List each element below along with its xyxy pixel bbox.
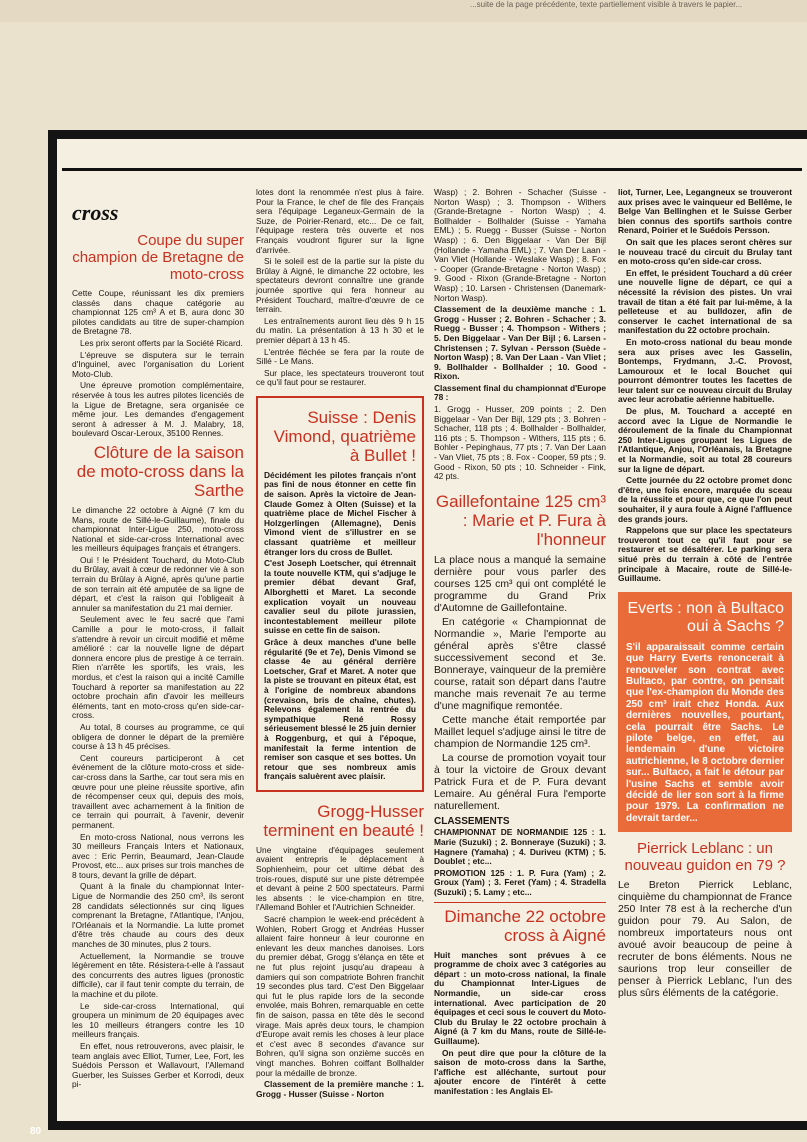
paragraph: Grâce à deux manches d'une belle régularité (9e et 7e), Denis Vimond se classe 4e au général derrière Loetscher, Graf et Maret. A noter que la piste se trouvant en piteux état, est à l'origine de nombreux abandons (crevaison, bris de chaîne, chutes). Relevons également la rentrée du sympathique René Rossy sérieusement blessé le 25 juin dernier à Roggenburg, et qui à l'époque, manifestait la ferme intention de remiser son casque et ses bottes. Un retour que ses nombreux amis français saluèrent avec plaisir. <box>264 636 416 782</box>
headline-coupe-bretagne: Coupe du super champion de Bretagne de moto-cross <box>72 232 244 283</box>
paragraph: Cette Coupe, réunissant les dix premiers classés dans chaque catégorie au championnat 125 cm³ A et B, aura donc 30 pilotes candidats au titre de super-champion de Bretagne 78. <box>72 288 244 337</box>
column-2 <box>256 188 424 1101</box>
aigne-continuation <box>618 188 792 584</box>
paragraph: Classement de la deuxième manche : 1. Grogg - Husser ; 2. Bohren - Schacher ; 3. Ruegg - Busser ; 4. Thompson - Withers ; 5. Den Biggelaar - Van Der Bijl ; 6. Larsen - Christensen ; 7. Sylvan - Persson (Suède - Norton Wasp) ; 8. Van Der Laan - Van Vliet ; 9. Bollhalder - Bollhalder ; 10. Good - Rixon. <box>434 304 606 382</box>
paragraph: Seulement avec le feu sacré que l'ami Camille a pour le moto-cross, il fallait s'attendre à revoir un circuit modifié et même amélioré : car la nouvelle ligne de départ donnera encore plus de prestige à ce terrain. Rien n'arrête les sportifs, les vrais, les mordus, et c'est la raison qui a incité Camille Touchard à reporter sa manifestation au 22 octobre prochain afin d'avoir les meilleurs éléments, tant en moto-cross qu'en side-car-cross. <box>72 614 244 721</box>
paragraph: Oui ! le Président Touchard, du Moto-Club du Brûlay, avait à cœur de redonner vie à son terrain du Brûlay à Aigné, après qu'une partie de son terrain ait été amputée de sa ligne de départ, et c'est la raison qui l'obligeait à annuler sa manifestation du 21 mai dernier. <box>72 554 244 613</box>
headline-leblanc: Pierrick Leblanc : un nouveau guidon en 79 ? <box>624 840 786 875</box>
bleed-through-text: ...suite de la page précédente, texte partiellement visible à travers le papier... <box>0 0 807 22</box>
headline-gaillefontaine: Gaillefontaine 125 cm³ : Marie et P. Fura à l'honneur <box>435 491 606 549</box>
paragraph: Huit manches sont prévues à ce programme de choix avec 3 catégories au départ : un moto-cross national, la finale du Championnat Inter-Ligues de Normandie, un side-car cross international. Avec participation de 20 équipages et ceci sous le couvert du Moto-Club du Brulay le 22 octobre prochain à Aigné (à 7 km du Mans, route de Sillé-le-Guillaume). <box>434 949 606 1046</box>
paragraph: En moto-cross national du beau monde sera aux prises avec les Gasselin, Bontemps, Frydmann, J.-C. Provost, Lamouroux et le local Bouchet qui pourront démontrer toutes les facettes de leur talent sur ce nouveau circuit du Brulay avec leur acrobatie aérienne habituelle. <box>618 336 792 405</box>
paragraph: On sait que les places seront chères sur le nouveau tracé du circuit du Brulay tant en moto-cross qu'en side-car cross. <box>618 236 792 267</box>
paragraph: Classement final du championnat d'Europe 78 : <box>434 382 606 403</box>
paragraph: La course de promotion voyait tour à tour la victoire de Groux devant Patrick Fura et de P. Fura devant Lemaire. Au général Fura l'emporte naturellement. <box>434 752 606 812</box>
paragraph: PROMOTION 125 : 1. P. Fura (Yam) ; 2. Groux (Yam) ; 3. Feret (Yam) ; 4. Stradella (Suzuki) ; 5. Lamy ; etc... <box>434 867 606 897</box>
paragraph: Les entraînements auront lieu dès 9 h 15 du matin. La présentation à 13 h 30 et le premier départ à 13 h 45. <box>256 315 424 345</box>
paragraph: On peut dire que pour la clôture de la saison de moto-cross dans la Sarthe, l'affiche est alléchante, surtout pour ajouter encore de l'intérêt à cette manifestation : les Anglais El- <box>434 1047 606 1096</box>
column-1 <box>72 200 244 1092</box>
classements-heading: CLASSEMENTS <box>434 815 510 827</box>
paragraph: Au total, 8 courses au programme, ce qui obligera de donner le départ de la première course à 13 h 45 précises. <box>72 721 244 752</box>
paragraph: L'épreuve se disputera sur le terrain d'Inguinel, avec l'organisation du Lorient Moto-Club. <box>72 349 244 379</box>
paragraph: En effet, le président Touchard a dû créer une nouvelle ligne de départ, ce qui a nécessité la révision des pistes. Un vrai travail de titan a été fait par lui-même, à la pelleteuse et au bulldozer, afin de conserver le cachet international de sa manifestation du 22 octobre prochain. <box>618 267 792 336</box>
box-suisse-vimond <box>256 396 424 792</box>
paragraph: Le dimanche 22 octobre à Aigné (7 km du Mans, route de Sillé-le-Guillaume), finale du championnat Inter-Ligue 250, moto-cross National et side-car-cross International avec les meilleurs équipages français et étrangers. <box>72 504 244 554</box>
paragraph: En moto-cross National, nous verrons les 30 meilleurs Français Inters et Nationaux, avec : Eric Perrin, Beaumard, Jean-Claude Provost, etc... aux prises sur trois manches de 8 tours, devant la grille de départ. <box>72 831 244 880</box>
headline-suisse-vimond: Suisse : Denis Vimond, quatrième à Bullet ! <box>273 407 416 465</box>
headline-cloture-sarthe: Clôture de la saison de moto-cross dans la Sarthe <box>76 442 244 500</box>
paragraph: Le Breton Pierrick Leblanc, cinquième du championnat de France 250 Inter 78 est à la recherche d'un guidon pour 79. Au Salon, de nombreux importateurs nous ont avoué avoir beaucoup de peine à recruter de bons éléments. Nous ne saurions trop leur conseiller de penser à Pierrick Leblanc, l'un des plus sûrs éléments de la catégorie. <box>618 880 792 1000</box>
paragraph: La place nous a manqué la semaine dernière pour vous parler des courses 125 cm³ qui ont complété le programme du Grand Prix d'Automne de Gaillefontaine. <box>434 554 606 614</box>
paragraph: Classement de la première manche : 1. Grogg - Husser (Suisse - Norton <box>256 1079 424 1099</box>
column-3 <box>434 188 606 1098</box>
paragraph: Une épreuve promotion complémentaire, réservée à tous les autres pilotes licenciés de la Ligue de Bretagne, sera organisée ce même jour. Les demandes d'engagement seront à adresser à M. J. Malabry, 18, boulevard Oscar-Leroux, 35100 Rennes. <box>72 380 244 439</box>
paragraph: CHAMPIONNAT DE NORMANDIE 125 : 1. Marie (Suzuki) ; 2. Bonneraye (Suzuki) ; 3. Hagnere (Yamaha) ; 4. Duriveu (KTM) ; 5. Doublet ; etc... <box>434 827 606 867</box>
headline-dimanche-aigne: Dimanche 22 octobre cross à Aigné <box>444 906 606 945</box>
paragraph: Quant à la finale du championnat Inter-Ligue de Normandie des 250 cm³, ils seront 28 candidats sélectionnés sur cinq ligues comprenant la Bretagne, l'Atlantique, l'Anjou, l'Orléanais et la Normandie. La lutte promet d'être très chaude au cours des deux manches de 30 minutes, plus 2 tours. <box>72 881 244 950</box>
headline-grogg-husser: Grogg-Husser terminent en beauté ! <box>263 801 424 840</box>
paragraph: Rappelons que sur place les spectateurs trouveront tout ce qu'il faut pour se restaurer et se désaltérer. Le parking sera situé près du terrain à côté de l'entrée principale à Macaire, route de Sillé-le-Guillaume. <box>618 525 792 584</box>
rubric-title: cross <box>72 200 119 225</box>
paragraph: liot, Turner, Lee, Legangneux se trouveront aux prises avec le vainqueur ed Bellême, le Belge Van Bellinghen et le Suisse Gerber bien connus des sportifs sarthois contre Renard, Poirier et le Suédois Persson. <box>618 187 792 236</box>
paragraph: Cent coureurs participeront à cet événement de la clôture moto-cross et side-car-cross dans la Sarthe, car tout sera mis en œuvre pour une pleine réussite sportive, afin de récompenser ceux qui, depuis des mois, travaillent avec acharnement à la finition de ce terrain qui pourrait, à l'avenir, devenir permanent. <box>72 752 244 830</box>
paragraph: Sacré champion le week-end précédent à Wohlen, Robert Grogg et Andréas Husser allaient faire honneur à leur couronne en enlevant les deux manches danoises. Lors du premier débat, Grogg s'élança en tête et ne fut plus rejoint jusqu'au drapeau à damiers qui son compatriote Bohren franchit 19 secondes plus tard. C'est Den Biggelaar qui fut le plus rapide lors de la seconde envolée, mais Bohren, remarquable en cette fin de saison, passa en tête dès le second virage. Mais après deux tours, le champion d'Europe avait remis les choses à leur place et c'est avec 8 secondes d'avance sur Bohren, qu'il signa son onzième succès en vingt manches. Bohren coiffant Bollhalder pour la médaille de bronze. <box>256 914 424 1078</box>
divider <box>434 902 606 903</box>
paragraph: Actuellement, la Normandie se trouve légèrement en tête. Résistera-t-elle à l'assaut des concurrents des autres ligues (pronostic difficile), car il faut tenir compte du terrain, de la machine et du pilote. <box>72 950 244 999</box>
paragraph: C'est Joseph Loetscher, qui étrennait la toute nouvelle KTM, qui s'adjuge le premier débat devant Graf, Alborghetti et Maret. La seconde explication voyait un nouveau cavalier seul du pilote jurassien, incontestablement meilleur pilote suisse en cette fin de saison. <box>264 558 416 636</box>
box-everts <box>618 592 792 833</box>
paragraph: Si le soleil est de la partie sur la piste du Brûlay à Aigné, le dimanche 22 octobre, les spectateurs devront connaître une grande journée sportive qui fera honneur au Président Touchard, maître-d'œuvre de ce terrain. <box>256 256 424 315</box>
leblanc-body <box>618 880 792 1000</box>
paragraph: lotes dont la renommée n'est plus à faire. Pour la France, le chef de file des Français sera l'équipage Leganeux-Germain de la Suze, de Poirier-Renard, etc... De ce fait, l'équipage restera très ouverte et nos Français voudront figurer sur la ligne d'arrivée. <box>256 187 424 255</box>
column-4 <box>618 188 792 1002</box>
rubric-rule <box>62 168 802 171</box>
paragraph: Wasp) ; 2. Bohren - Schacher (Suisse - Norton Wasp) ; 3. Thompson - Withers (Grande-Bretagne - Norton Wasp) ; 4. Bollhalder - Bollhalder (Suisse - Yamaha EML) ; 5. Ruegg - Busser (Suisse - Norton Wasp) ; 6. Den Biggelaar - Van Der Bijl (Hollande - Yamaha EML) ; 7. Van Der Laan - Van Vliet (Hollande - Weslake Wasp) ; 8. Fox - Cooper (Grande-Bretagne - Norton Wasp) ; 9. Good - Rixon (Grande-Bretagne - Norton Wasp) ; 10. Larsen - Christensen (Danemark-Norton Wasp). <box>434 187 606 303</box>
page-number: 80 <box>30 1126 42 1137</box>
paragraph: Le side-car-cross International, qui groupera un minimum de 20 équipages avec les 10 meilleurs étrangers contre les 10 meilleurs français. <box>72 1000 244 1040</box>
paragraph: En effet, nous retrouverons, avec plaisir, le team anglais avec Elliot, Turner, Lee, Fort, les Suédois Persson et Wallavourt, l'Allemand Guerber, les Suisses Gerber et Korrodi, deux pi- <box>72 1040 244 1090</box>
paragraph: S'il apparaissait comme certain que Harry Everts renoncerait à renouveler son contrat avec Bultaco, par contre, on pensait que l'ex-champion du Monde des 250 cm³ irait chez Honda. Aux dernières nouvelles, pourtant, cela pourrait être Sachs. Le pilote belge, en effet, au lendemain d'une victoire autrichienne, le 8 octobre dernier sur... Bultaco, a fait le détour par l'usine Sachs et semble avoir décidé de lier son sort à la firme pour 1979. La confirmation ne devrait tarder... <box>626 641 784 824</box>
gaillefontaine-body <box>434 555 606 813</box>
paragraph: Décidément les pilotes français n'ont pas fini de nous étonner en cette fin de saison. Après la victoire de Jean-Claude Gomez à Olten (Suisse) et la quatrième place de Michel Fischer à Holzgerlingen (Allemagne), Denis Vimond vient de s'illustrer en se classant quatrième et meilleur étranger lors du cross de Bullet. <box>264 469 416 557</box>
paragraph: Les prix seront offerts par la Société Ricard. <box>80 337 243 348</box>
paragraph: En catégorie « Championnat de Normandie », Marie l'emporte au général après s'être classé successivement second et 3e. Bonneraye, vainqueur de la première course, ratait son départ dans l'autre manche mais revenait 7e au terme d'une magnifique remontée. <box>434 616 606 712</box>
paragraph: Sur place, les spectateurs trouveront tout ce qu'il faut pour se restaurer. <box>256 367 424 388</box>
paragraph: Cette journée du 22 octobre promet donc d'être, une fois encore, marquée du sceau de la réussite et pour que, ce que l'on peut souhaiter, il y aura foule à Aigné l'affluence des grands jours. <box>618 475 792 524</box>
paragraph: Cette manche était remportée par Maillet lequel s'adjuge ainsi le titre de champion de Normandie 125 cm³. <box>434 714 606 750</box>
paragraph: Une vingtaine d'équipages seulement avaient entrepris le déplacement à Sophienheim, pour cet ultime débat des trois-roues, disputé sur une piste détrempée et devant à peine 2 500 spectateurs. Parmi les absents : le vice-champion en titre, l'Allemand Bohler et l'Autrichien Schneider. <box>256 844 424 913</box>
paragraph: De plus, M. Touchard a accepté en accord avec la Ligue de Normandie le déroulement de la finale du Championnat 250 Inter-Ligues groupant les Ligues de l'Atlantique, Anjou, l'Orléanais, la Bretagne et la Normandie, soit au total 28 coureurs sur la ligne de départ. <box>618 406 792 474</box>
headline-everts: Everts : non à Bultaco oui à Sachs ? <box>627 599 784 635</box>
paragraph: L'entrée fléchée se fera par la route de Sillé - Le Mans. <box>256 346 424 367</box>
paragraph: 1. Grogg - Husser, 209 points ; 2. Den Biggelaar - Van Der Bijl, 129 pts ; 3. Bohren - Schacher, 118 pts ; 4. Bollhalder - Bollhalder, 116 pts ; 5. Thompson - Withers, 115 pts ; 6. Bohler - Pepinghaus, 77 pts ; 7. Van Der Laan - Van Vliet, 75 pts ; 8. Fox - Cooper, 59 pts ; 9. Good - Rixon, 50 pts ; 10. Schneider - Fink, 42 pts. <box>434 404 606 482</box>
